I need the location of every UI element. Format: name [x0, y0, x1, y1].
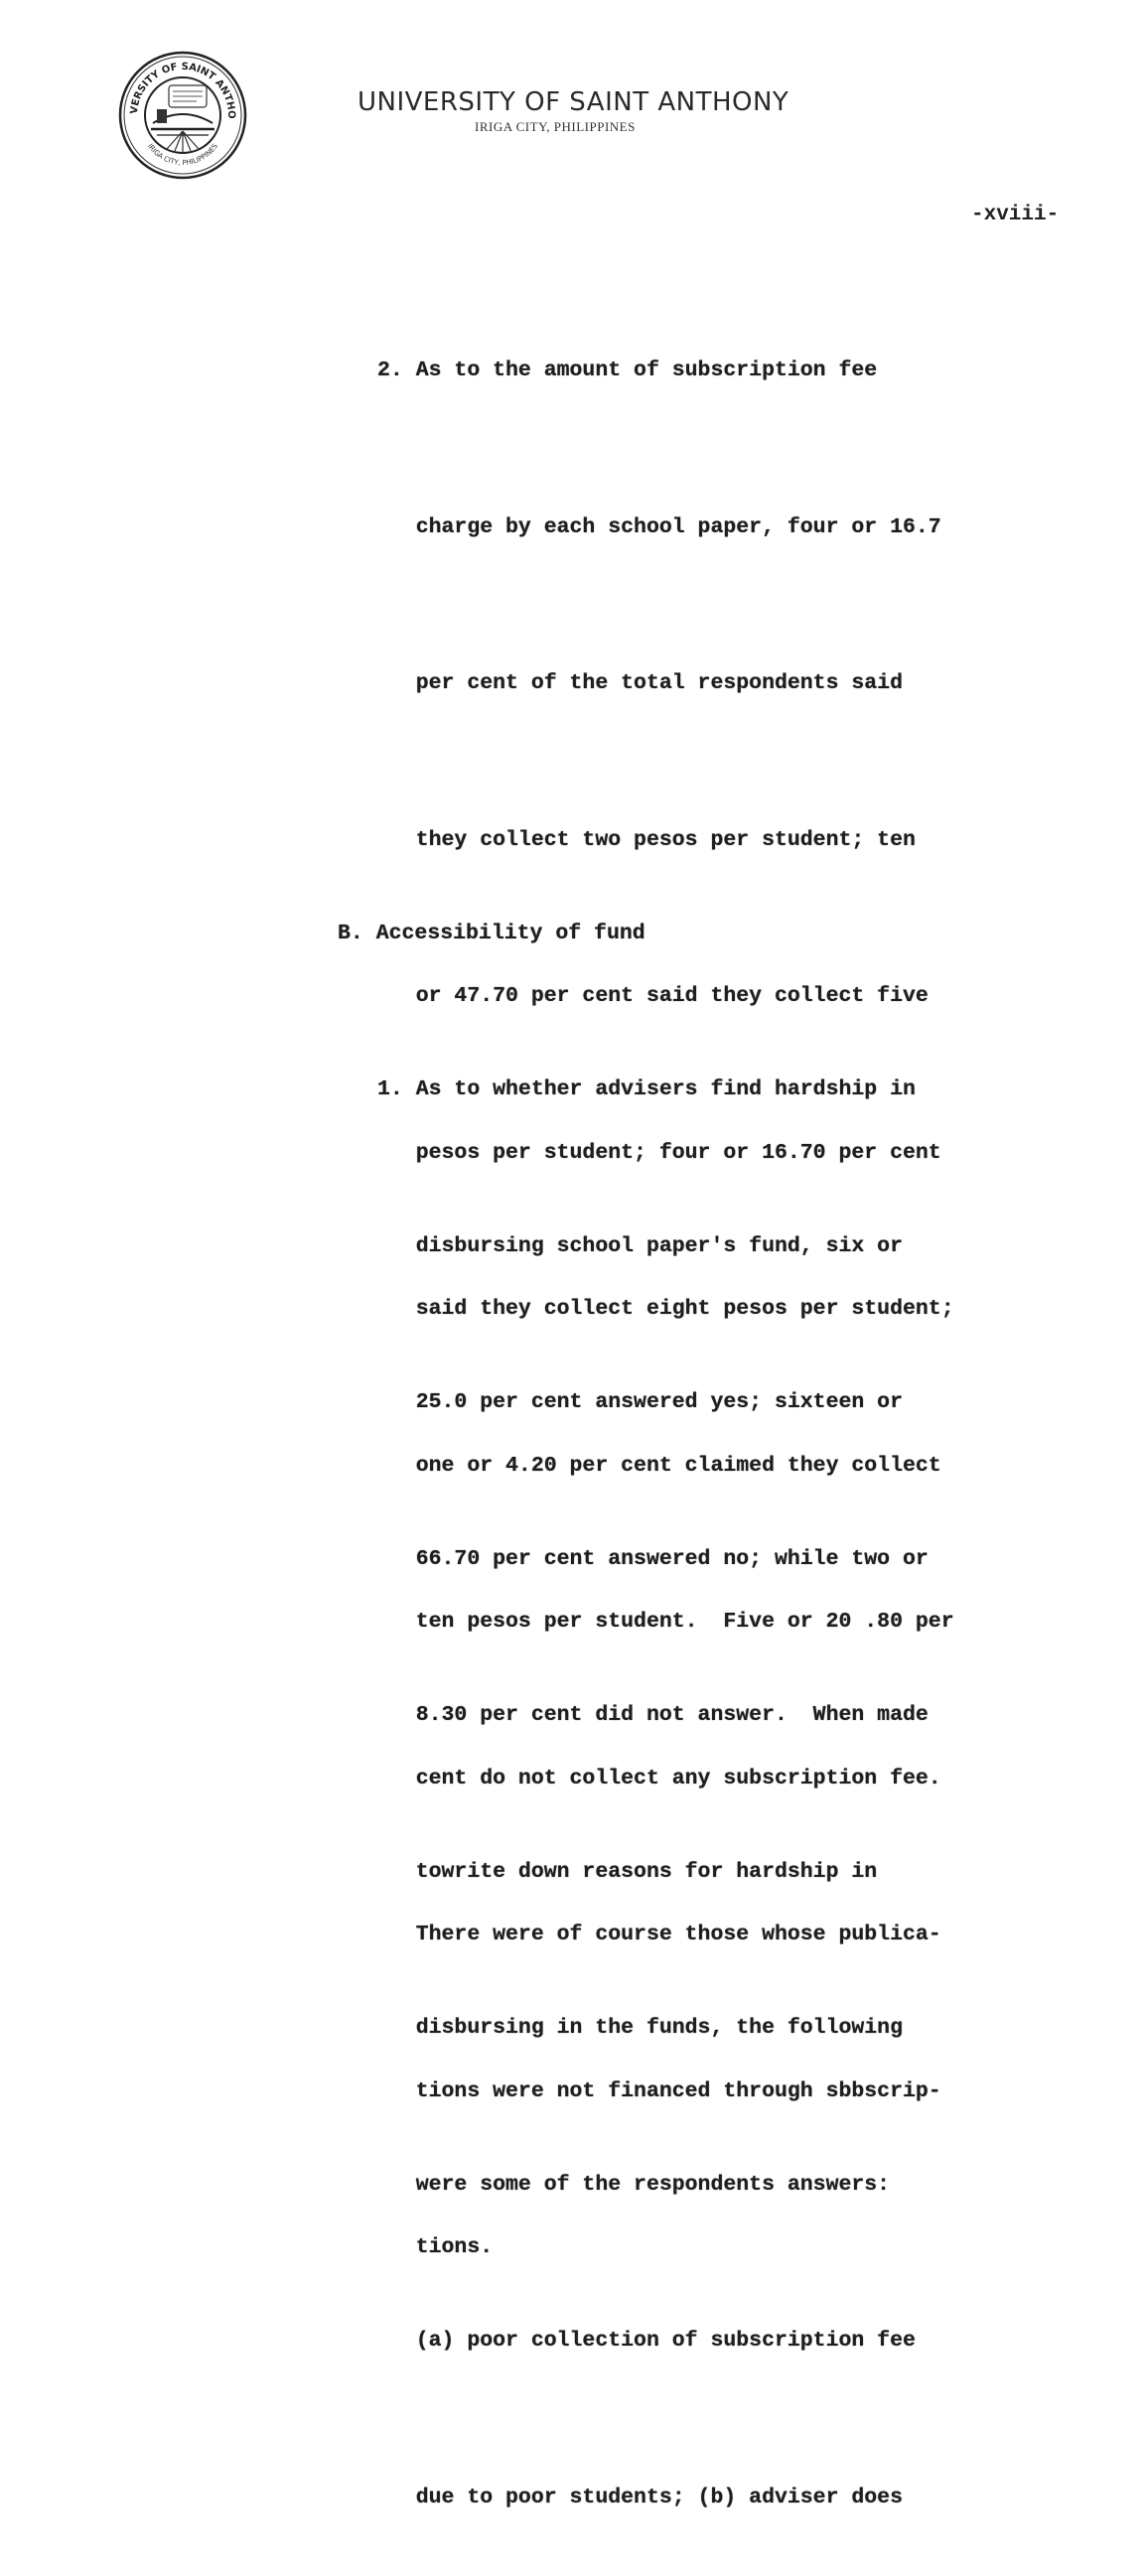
text-line: (a) poor collection of subscription fee	[377, 2329, 916, 2353]
text-line: 66.70 per cent answered no; while two or	[377, 1546, 929, 1571]
text-line: they collect two pesos per student; ten	[377, 827, 916, 852]
text-line: were some of the respondents answers:	[377, 2172, 891, 2197]
item-1-fund-hardship	[377, 959, 929, 2576]
university-location: IRIGA CITY, PHILIPPINES	[475, 119, 636, 134]
text-line: per cent of the total respondents said	[377, 671, 903, 695]
university-seal-logo	[117, 50, 248, 181]
section-b-heading: B. Accessibility of fund	[338, 922, 646, 945]
text-line: 8.30 per cent did not answer. When made	[377, 1703, 929, 1727]
text-line: tions.	[377, 2235, 494, 2259]
text-line: disbursing school paper's fund, six or	[377, 1233, 903, 1258]
text-line: or 47.70 per cent said they collect five	[377, 984, 929, 1008]
text-line: charge by each school paper, four or 16.7	[377, 514, 941, 539]
text-line: towrite down reasons for hardship in	[377, 1859, 878, 1884]
text-line: pesos per student; four or 16.70 per cent	[377, 1140, 941, 1165]
svg-text:UNIVERSITY OF SAINT ANTHONY: VERSITY OF SAINT ANTHO	[128, 61, 237, 119]
text-line: ten pesos per student. Five or 20 .80 per	[377, 1610, 954, 1634]
text-line: There were of course those whose publica-	[377, 1923, 941, 1946]
text-line: 1. As to whether advisers find hardship in	[377, 1077, 916, 1101]
text-line: tions were not financed through sbbscrip-	[377, 2078, 941, 2103]
text-line: one or 4.20 per cent claimed they collect	[377, 1453, 941, 1478]
text-line: disbursing in the funds, the following	[377, 2016, 903, 2040]
university-name: UNIVERSITY OF SAINT ANTHONY	[358, 87, 789, 117]
svg-text:IRIGA CITY, PHILIPPINES: IRIGA CITY, PHILIPPINES	[146, 142, 219, 168]
text-line: said they collect eight pesos per student;	[377, 1297, 954, 1321]
university-seal	[117, 50, 248, 181]
text-line: 2. As to the amount of subscription fee	[377, 358, 878, 382]
text-line: due to poor students; (b) adviser does	[377, 2485, 903, 2509]
text-line: 25.0 per cent answered yes; sixteen or	[377, 1390, 903, 1414]
letterhead	[358, 87, 854, 135]
page-number: -xviii-	[971, 204, 1060, 226]
text-line: cent do not collect any subscription fee.	[377, 1766, 941, 1790]
